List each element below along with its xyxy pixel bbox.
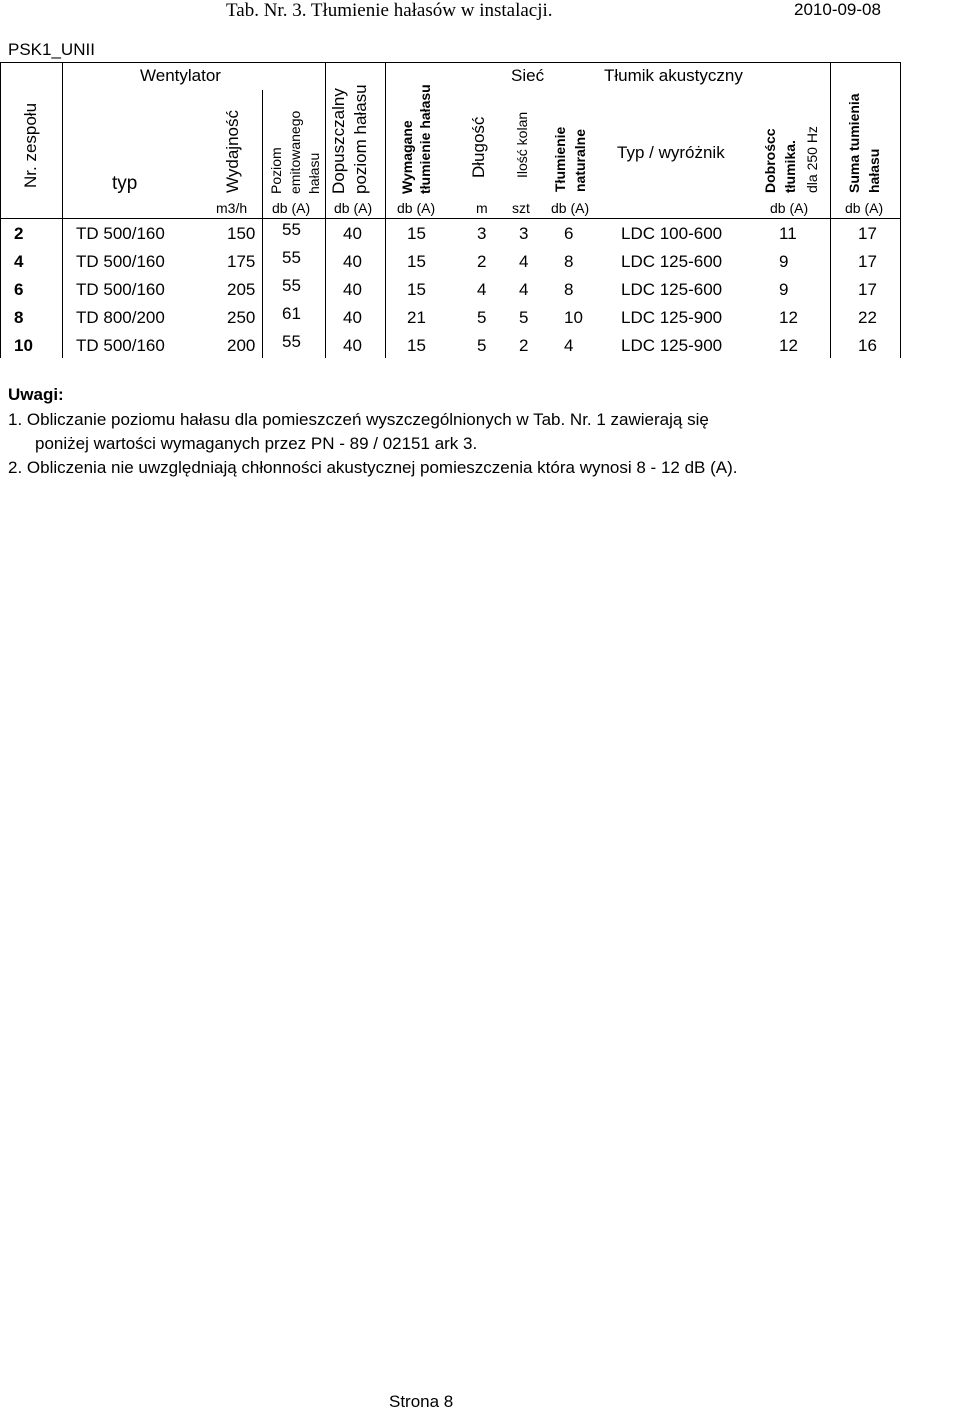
- table-right-border: [900, 62, 901, 358]
- header-poziom-2: emitowanego: [287, 110, 303, 194]
- notes-line-3: 2. Obliczenia nie uwzględniają chłonności akustycznej pomieszczenia która wynosi 8 - 12 dB (A).: [8, 458, 738, 477]
- header-suma-1: Suma tumienia: [846, 93, 862, 193]
- cell-nr: 4: [14, 252, 24, 271]
- header-wymagane-2: tłumienie hałasu: [417, 84, 433, 194]
- cell-suma: 17: [858, 280, 877, 299]
- header-dobroscc-3: dla 250 Hz: [804, 126, 820, 193]
- cell-typ: TD 800/200: [76, 308, 165, 327]
- header-dopuszczalny-2: poziom hałasu: [351, 84, 370, 194]
- table-left-border: [0, 62, 1, 358]
- cell-typ: TD 500/160: [76, 252, 165, 271]
- cell-suma: 17: [858, 224, 877, 243]
- cell-poz: 55: [282, 248, 301, 267]
- cell-wyd: 175: [227, 252, 256, 271]
- cell-dob: 12: [779, 336, 798, 355]
- document-date: 2010-09-08: [794, 0, 881, 19]
- cell-nr: 8: [14, 308, 24, 327]
- col-divider: [62, 62, 63, 358]
- notes-heading: Uwagi:: [8, 385, 64, 404]
- cell-dl: 5: [477, 336, 487, 355]
- cell-poz: 55: [282, 276, 301, 295]
- header-dlugosc: Długość: [469, 116, 488, 178]
- cell-typ: TD 500/160: [76, 336, 165, 355]
- cell-nr: 2: [14, 224, 24, 243]
- header-tlumienie-2: naturalne: [572, 128, 588, 192]
- unit-dlugosc: m: [476, 200, 488, 216]
- header-dobroscc-1: Dobroścc: [762, 128, 778, 193]
- header-suma-2: hałasu: [866, 148, 882, 193]
- cell-tlumik: LDC 125-600: [621, 280, 723, 299]
- cell-poz: 55: [282, 332, 301, 351]
- cell-tlumik: LDC 125-600: [621, 252, 723, 271]
- cell-kol: 2: [519, 336, 529, 355]
- cell-typ: TD 500/160: [76, 280, 165, 299]
- cell-dop: 40: [343, 252, 362, 271]
- cell-dl: 3: [477, 224, 487, 243]
- cell-tlum: 6: [564, 224, 574, 243]
- header-nr-zespolu: Nr. zespołu: [21, 102, 40, 188]
- cell-tlum: 8: [564, 252, 574, 271]
- cell-kol: 5: [519, 308, 529, 327]
- unit-dopuszczalny: db (A): [334, 200, 373, 216]
- document-title: Tab. Nr. 3. Tłumienie hałasów w instalacji.: [226, 0, 553, 21]
- header-typ: typ: [112, 173, 138, 194]
- cell-tlumik: LDC 125-900: [621, 336, 723, 355]
- col-divider: [830, 62, 831, 358]
- header-wydajnosc: Wydajność: [223, 110, 242, 193]
- cell-wyd: 150: [227, 224, 256, 243]
- unit-wymagane: db (A): [397, 200, 436, 216]
- cell-poz: 55: [282, 220, 301, 239]
- header-ilosc-kolan: Ilość kolan: [514, 111, 530, 178]
- col-divider: [262, 90, 263, 358]
- cell-dop: 40: [343, 336, 362, 355]
- unit-ilosc: szt: [512, 200, 530, 216]
- cell-poz: 61: [282, 304, 301, 323]
- cell-wyd: 205: [227, 280, 256, 299]
- cell-suma: 22: [858, 308, 877, 327]
- unit-poziom: db (A): [272, 200, 311, 216]
- cell-dl: 2: [477, 252, 487, 271]
- header-typ-wyroznik: Typ / wyróżnik: [617, 143, 725, 162]
- cell-dob: 9: [779, 252, 789, 271]
- cell-wym: 21: [407, 308, 426, 327]
- unit-dobroscc: db (A): [770, 200, 809, 216]
- cell-suma: 17: [858, 252, 877, 271]
- cell-dop: 40: [343, 308, 362, 327]
- cell-tlum: 8: [564, 280, 574, 299]
- cell-typ: TD 500/160: [76, 224, 165, 243]
- cell-tlum: 10: [564, 308, 583, 327]
- notes-line-1: 1. Obliczanie poziomu hałasu dla pomieszczeń wyszczególnionych w Tab. Nr. 1 zawierają się: [8, 410, 709, 429]
- cell-wyd: 250: [227, 308, 256, 327]
- cell-wym: 15: [407, 224, 426, 243]
- unit-suma: db (A): [845, 200, 884, 216]
- page-number: Strona 8: [389, 1392, 454, 1411]
- cell-kol: 4: [519, 252, 529, 271]
- cell-wym: 15: [407, 336, 426, 355]
- cell-dl: 5: [477, 308, 487, 327]
- cell-nr: 10: [14, 336, 33, 355]
- table-top-border: [0, 62, 900, 63]
- cell-dop: 40: [343, 224, 362, 243]
- header-poziom-3: hałasu: [306, 152, 322, 194]
- unit-wydajnosc: m3/h: [216, 200, 248, 216]
- cell-dob: 11: [779, 224, 797, 243]
- table-header-border: [0, 218, 900, 219]
- group-tlumik: Tłumik akustyczny: [604, 66, 743, 85]
- cell-dob: 9: [779, 280, 789, 299]
- cell-dl: 4: [477, 280, 487, 299]
- cell-kol: 4: [519, 280, 529, 299]
- col-divider: [385, 62, 386, 358]
- header-dobroscc-2: tłumika.: [782, 140, 798, 193]
- cell-wym: 15: [407, 280, 426, 299]
- cell-kol: 3: [519, 224, 529, 243]
- header-wymagane-1: Wymagane: [399, 120, 415, 194]
- cell-wym: 15: [407, 252, 426, 271]
- header-tlumienie-1: Tłumienie: [552, 126, 568, 192]
- cell-nr: 6: [14, 280, 24, 299]
- cell-dop: 40: [343, 280, 362, 299]
- group-siec: Sieć: [511, 66, 545, 85]
- header-poziom-1: Poziom: [268, 147, 284, 194]
- cell-tlumik: LDC 125-900: [621, 308, 723, 327]
- system-code: PSK1_UNII: [8, 40, 95, 59]
- cell-tlumik: LDC 100-600: [621, 224, 723, 243]
- group-wentylator: Wentylator: [140, 66, 221, 85]
- cell-wyd: 200: [227, 336, 256, 355]
- cell-dob: 12: [779, 308, 798, 327]
- cell-suma: 16: [858, 336, 877, 355]
- col-divider: [325, 62, 326, 358]
- header-dopuszczalny-1: Dopuszczalny: [329, 88, 348, 194]
- notes-line-2: poniżej wartości wymaganych przez PN - 89 / 02151 ark 3.: [35, 434, 478, 453]
- unit-tlumienie: db (A): [551, 200, 590, 216]
- cell-tlum: 4: [564, 336, 574, 355]
